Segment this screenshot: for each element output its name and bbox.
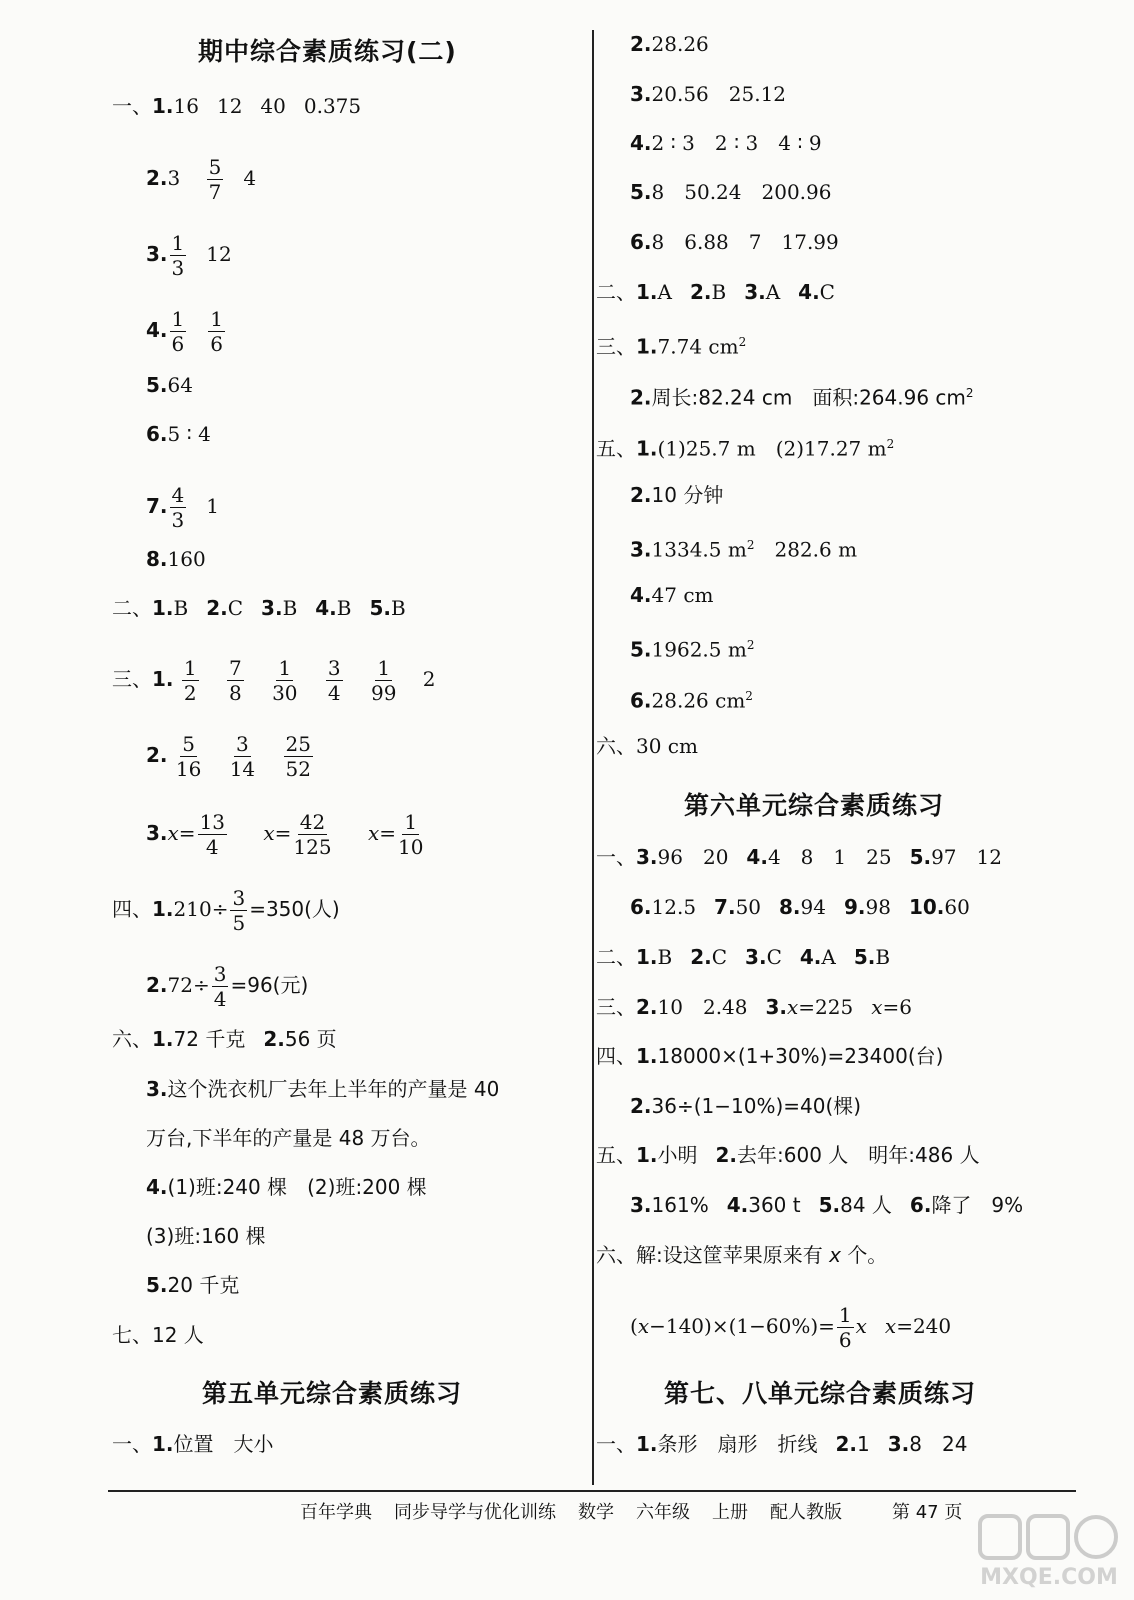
answer-line: 2.28.26 xyxy=(630,32,709,56)
answer-line: 2.36÷(1−10%)=40(棵) xyxy=(630,1094,862,1118)
answer-line: 2.10 分钟 xyxy=(630,483,724,507)
watermark-badge-icon xyxy=(974,1510,1124,1565)
fraction: $\frac{1}{6}$ xyxy=(838,1303,852,1352)
answer-line: 万台,下半年的产量是 48 万台。 xyxy=(146,1126,431,1150)
watermark-logo: MXQE.COM xyxy=(974,1510,1124,1590)
answer-line: 一、1.16 12 40 0.375 xyxy=(112,94,362,118)
answer-line: 三、1. $\frac{1}{2}$ $\frac{7}{8}$ $\frac{1}{30}$ $\frac{3}{4}$ $\frac{1}{99}$ 2 xyxy=(112,656,436,705)
answer-line: 二、1.B 2.C 3.B 4.B 5.B xyxy=(112,596,406,620)
fraction: $\frac{4}{3}$ xyxy=(171,483,185,532)
answer-line: 四、1.210÷ $\frac{3}{5}$ =350(人) xyxy=(112,886,340,935)
fraction: $\frac{1}{6}$ xyxy=(171,307,185,356)
answer-line: 2.周长:82.24 cm 面积:264.96 $cm^2$ xyxy=(630,385,974,410)
fraction: $\frac{1}{30}$ xyxy=(272,656,298,705)
answer-line: 2. $\frac{5}{16}$ $\frac{3}{14}$ $\frac{25}{52}$ xyxy=(146,732,311,781)
answer-line: 六、1.72 千克 2.56 页 xyxy=(112,1027,337,1051)
answer-line: 6.12.5 7.50 8.94 9.98 10.60 xyxy=(630,895,970,919)
section-title-midterm: 期中综合素质练习(二) xyxy=(198,37,457,66)
fraction: $\frac{3}{4}$ xyxy=(213,962,227,1011)
fraction: $\frac{1}{3}$ xyxy=(171,231,185,280)
section-title-unit5: 第五单元综合素质练习 xyxy=(202,1379,463,1408)
fraction: $\frac{1}{2}$ xyxy=(183,656,197,705)
answer-line: 3.这个洗衣机厂去年上半年的产量是 40 xyxy=(146,1077,500,1101)
fraction: $\frac{1}{6}$ xyxy=(210,307,223,356)
answer-line: 3.161% 4.360 t 5.84 人 6.降了 9% xyxy=(630,1193,1024,1217)
answer-line: 五、1.(1)25.7 m (2)17.27 $m^2$ xyxy=(596,436,895,461)
column-divider xyxy=(592,30,594,1485)
answer-line: 6.5 ∶ 4 xyxy=(146,422,211,446)
answer-line: 7. $\frac{4}{3}$ 1 xyxy=(146,483,219,532)
answer-line: 8.160 xyxy=(146,547,206,571)
fraction: $\frac{1}{99}$ xyxy=(370,656,397,705)
fraction: $\frac{42}{125}$ xyxy=(293,810,332,859)
fraction: $\frac{13}{4}$ xyxy=(199,810,226,859)
fraction: $\frac{5}{16}$ xyxy=(175,732,202,781)
fraction: $\frac{3}{14}$ xyxy=(229,732,256,781)
answer-line: 2.72÷ $\frac{3}{4}$ =96(元) xyxy=(146,962,309,1011)
fraction: $\frac{3}{5}$ xyxy=(232,886,246,935)
answer-line: 5.64 xyxy=(146,373,193,397)
fraction: $\frac{25}{52}$ xyxy=(285,732,311,781)
answer-line: 六、解:设这筐苹果原来有 x 个。 xyxy=(596,1243,888,1267)
answer-line: 5.1962.5 $m^2$ xyxy=(630,637,755,662)
footer-rule xyxy=(108,1490,1076,1492)
answer-line: 四、1.18000×(1+30%)=23400(台) xyxy=(596,1044,944,1068)
fraction: $\frac{7}{8}$ xyxy=(228,656,242,705)
answer-line: 4.2 ∶ 3 2 ∶ 3 4 ∶ 9 xyxy=(630,131,822,155)
answer-line: 5.8 50.24 200.96 xyxy=(630,180,832,204)
answer-line: 5.20 千克 xyxy=(146,1273,240,1297)
fraction: $\frac{3}{4}$ xyxy=(327,656,341,705)
answer-line: 一、3.96 20 4.4 8 1 25 5.97 12 xyxy=(596,845,1002,869)
section-title-unit6: 第六单元综合素质练习 xyxy=(684,791,945,820)
fraction: $\frac{5}{7}$ xyxy=(208,155,222,204)
answer-line: 六、30 cm xyxy=(596,734,698,758)
answer-line: 4.(1)班:240 棵 (2)班:200 棵 xyxy=(146,1175,427,1199)
page-number: 第 47 页 xyxy=(892,1502,963,1523)
answer-line: 4. $\frac{1}{6}$ $\frac{1}{6}$ xyxy=(146,307,223,356)
answer-line: 6.28.26 $cm^2$ xyxy=(630,688,753,713)
answer-line: 三、2.10 2.48 3.x=225 x=6 xyxy=(596,995,912,1019)
answer-line: 4.47 cm xyxy=(630,583,714,607)
answer-line: 一、1.条形 扇形 折线 2.1 3.8 24 xyxy=(596,1432,968,1456)
answer-line: 2.3 $\frac{5}{7}$ 4 xyxy=(146,155,257,204)
answer-line: 七、12 人 xyxy=(112,1323,204,1347)
answer-line: 五、1.小明 2.去年:600 人 明年:486 人 xyxy=(596,1143,980,1167)
footer-book-info: 百年学典 同步导学与优化训练 数学 六年级 上册 配人教版 xyxy=(300,1502,842,1523)
section-title-unit7-8: 第七、八单元综合素质练习 xyxy=(664,1379,977,1408)
answer-line: 3.1334.5 $m^2$ 282.6 m xyxy=(630,537,858,562)
answer-line: 一、1.位置 大小 xyxy=(112,1432,274,1456)
answer-line: 3.20.56 25.12 xyxy=(630,82,787,106)
answer-line: 3. $\frac{1}{3}$ 12 xyxy=(146,231,232,280)
answer-line: (x−140)×(1−60%)= $\frac{1}{6}$ x x=240 xyxy=(630,1303,952,1352)
answer-line: (3)班:160 棵 xyxy=(146,1224,266,1248)
fraction: $\frac{1}{10}$ xyxy=(398,810,424,859)
answer-line: 三、1.7.74 $cm^2$ xyxy=(596,334,747,359)
answer-line: 二、1.B 2.C 3.C 4.A 5.B xyxy=(596,945,891,969)
answer-line: 二、1.A 2.B 3.A 4.C xyxy=(596,280,835,304)
answer-line: 6.8 6.88 7 17.99 xyxy=(630,230,839,254)
answer-line: 3.x= $\frac{13}{4}$ x= $\frac{42}{125}$ x= $\frac{1}{10}$ xyxy=(146,810,424,859)
